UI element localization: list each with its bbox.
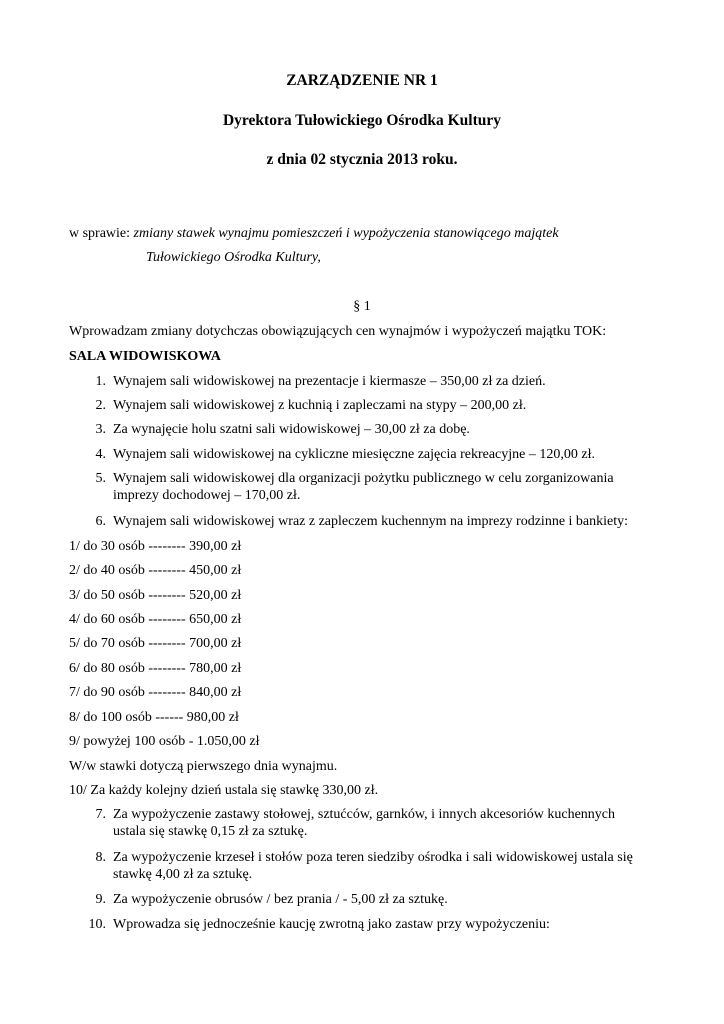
list-item-text-continued: ustala się stawkę 0,15 zł za sztukę. [113, 824, 308, 839]
document-issuer: Dyrektora Tułowickiego Ośrodka Kultury [222, 112, 502, 129]
tier-row: 6/ do 80 osób -------- 780,00 zł [69, 661, 242, 676]
list-item-text: Wprowadza się jednocześnie kaucję zwrotną jako zastaw przy wypożyczeniu: [113, 917, 550, 932]
subject-text-2: Tułowickiego Ośrodka Kultury, [146, 250, 321, 265]
list-item-text: Wynajem sali widowiskowej na cykliczne miesięczne zajęcia rekreacyjne – 120,00 zł. [113, 447, 595, 462]
list-item-number: 7. [95, 807, 106, 822]
tier-row: 2/ do 40 osób -------- 450,00 zł [69, 563, 242, 578]
list-item-text: Za wypożyczenie krzeseł i stołów poza teren siedziby ośrodka i sali widowiskowej ustala się [113, 850, 633, 865]
section-mark: § 1 [353, 299, 371, 314]
list-item-text: Za wynajęcie holu szatni sali widowiskowej – 30,00 zł za dobę. [113, 422, 470, 437]
tier-row: 8/ do 100 osób ------ 980,00 zł [69, 710, 239, 725]
list-item-number: 9. [95, 892, 106, 907]
list-item-number: 10. [88, 917, 106, 932]
intro-text: Wprowadzam zmiany dotychczas obowiązujących cen wynajmów i wypożyczeń majątku TOK: [69, 324, 607, 339]
document-title: ZARZĄDZENIE NR 1 [286, 72, 438, 89]
list-item-text: Za wypożyczenie zastawy stołowej, sztućców, garnków, i innych akcesoriów kuchennych [113, 807, 616, 822]
list-item-text: Wynajem sali widowiskowej na prezentacje i kiermasze – 350,00 zł za dzień. [113, 374, 546, 389]
list-item-text: Za wypożyczenie obrusów / bez prania / - 5,00 zł za sztukę. [113, 892, 448, 907]
note-next-day: 10/ Za każdy kolejny dzień ustala się stawkę 330,00 zł. [69, 783, 379, 798]
list-item-number: 6. [95, 514, 106, 529]
document-date: z dnia 02 stycznia 2013 roku. [266, 151, 458, 168]
tier-row: 4/ do 60 osób -------- 650,00 zł [69, 612, 242, 627]
tier-row: 5/ do 70 osób -------- 700,00 zł [69, 636, 242, 651]
list-item-text: Wynajem sali widowiskowej z kuchnią i zapleczami na stypy – 200,00 zł. [113, 398, 527, 413]
subject-text-1: zmiany stawek wynajmu pomieszczeń i wypożyczenia stanowiącego majątek [133, 226, 559, 241]
list-item-text-continued: imprezy dochodowej – 170,00 zł. [113, 488, 301, 503]
tier-row: 9/ powyżej 100 osób - 1.050,00 zł [69, 734, 260, 749]
list-item-text-continued: stawkę 4,00 zł za sztukę. [113, 867, 253, 882]
list-item-number: 8. [95, 850, 106, 865]
list-item-number: 2. [95, 398, 106, 413]
tier-row: 7/ do 90 osób -------- 840,00 zł [69, 685, 242, 700]
list-item-number: 5. [95, 471, 106, 486]
tier-row: 3/ do 50 osób -------- 520,00 zł [69, 588, 242, 603]
subject-prefix: w sprawie: [69, 226, 134, 241]
subject-line-1 [69, 225, 559, 242]
sala-heading: SALA WIDOWISKOWA [69, 349, 221, 364]
list-item-text: Wynajem sali widowiskowej dla organizacji pożytku publicznego w celu zorganizowania [113, 471, 614, 486]
note-first-day: W/w stawki dotyczą pierwszego dnia wynajmu. [69, 759, 338, 774]
list-item-number: 4. [95, 447, 106, 462]
list-item-number: 3. [95, 422, 106, 437]
list-item-number: 1. [95, 374, 106, 389]
tier-row: 1/ do 30 osób -------- 390,00 zł [69, 539, 242, 554]
list-item-text: Wynajem sali widowiskowej wraz z zapleczem kuchennym na imprezy rodzinne i bankiety: [113, 514, 629, 529]
